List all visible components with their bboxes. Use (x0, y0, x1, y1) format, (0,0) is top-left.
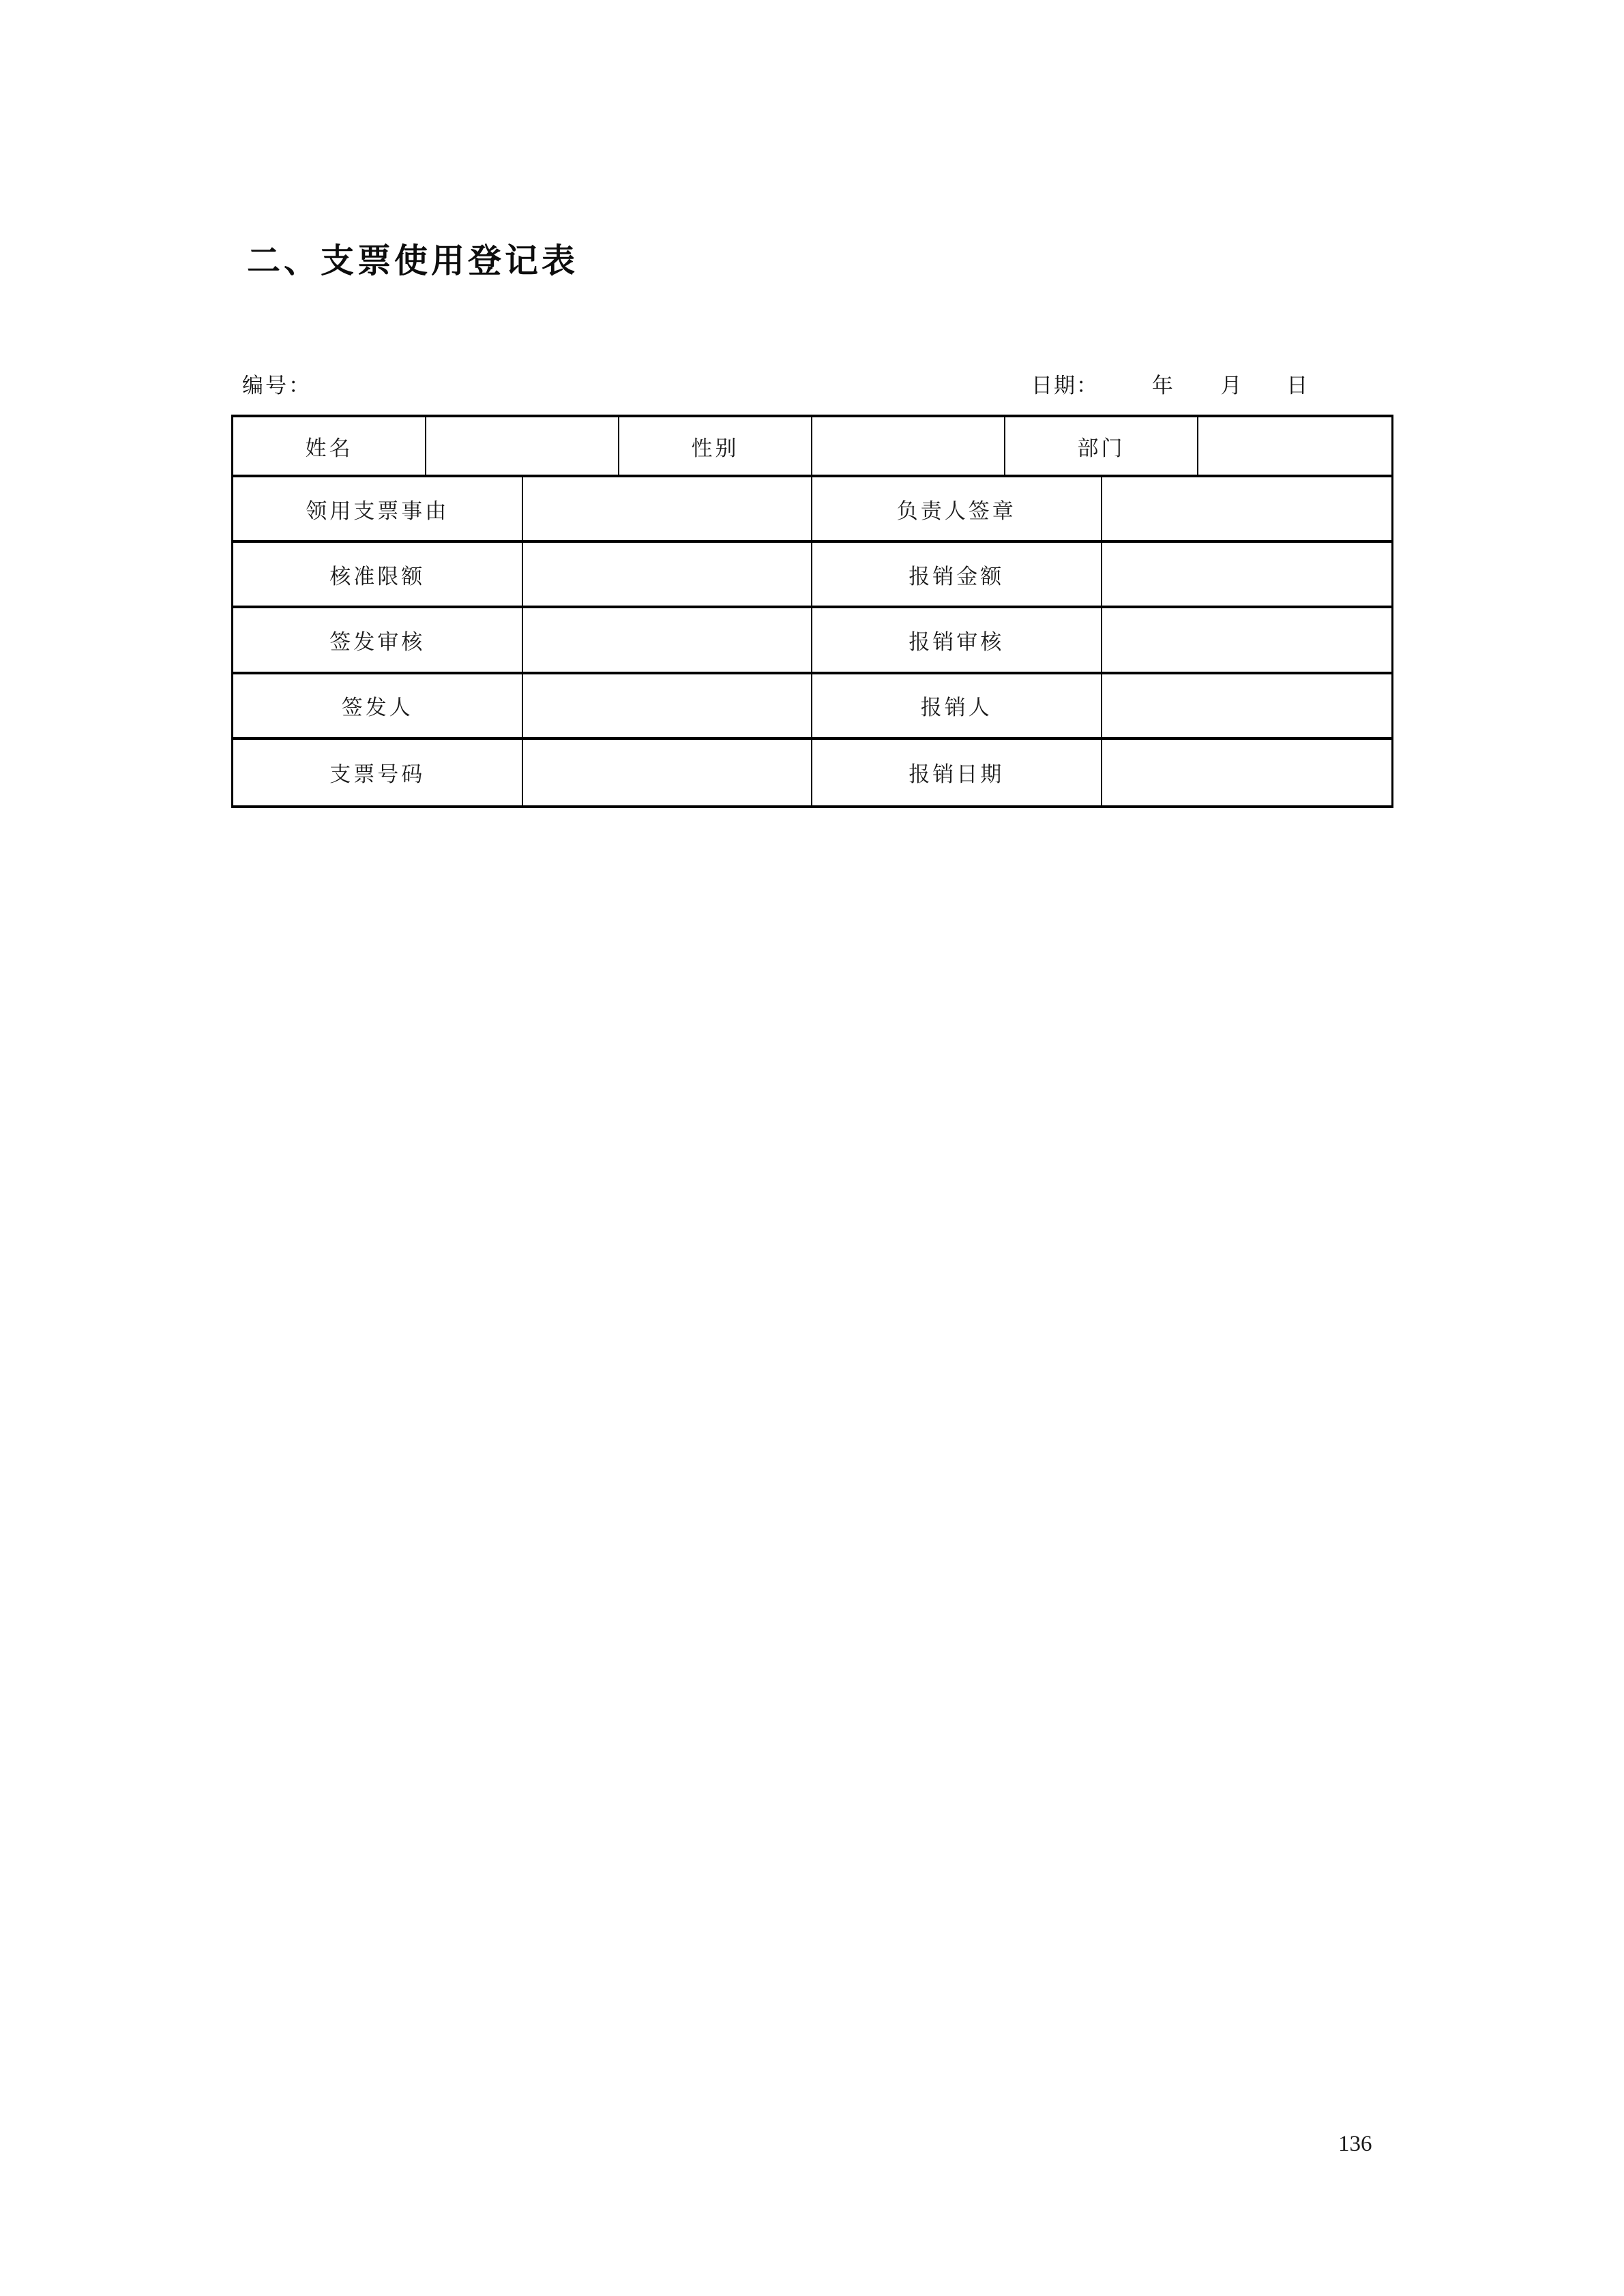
meta-line (0, 368, 1624, 398)
name-value-cell (426, 417, 619, 477)
check-number-label-cell: 支票号码 (233, 740, 523, 805)
issuer-value-cell (523, 674, 813, 740)
name-label-cell: 姓名 (233, 417, 426, 477)
check-usage-registration-table (231, 415, 1393, 808)
serial-number-label: 编号： (242, 374, 312, 398)
gender-value-cell (812, 417, 1005, 477)
supervisor-seal-value-cell (1102, 477, 1392, 543)
reimburser-value-cell (1102, 674, 1392, 740)
gender-label-cell: 性别 (619, 417, 812, 477)
department-value-cell (1198, 417, 1391, 477)
reimburser-label-cell: 报销人 (812, 674, 1102, 740)
reimburse-amount-value-cell (1102, 543, 1392, 608)
date-label: 日期： (1031, 374, 1099, 398)
approved-limit-label-cell: 核准限额 (233, 543, 523, 608)
reimburse-date-label-cell: 报销日期 (812, 740, 1102, 805)
reimburse-date-value-cell (1102, 740, 1392, 805)
month-label: 月 (1220, 374, 1242, 398)
check-purpose-label-cell: 领用支票事由 (233, 477, 523, 543)
approved-limit-value-cell (523, 543, 813, 608)
year-label: 年 (1151, 374, 1173, 398)
check-purpose-value-cell (523, 477, 813, 543)
issuer-label-cell: 签发人 (233, 674, 523, 740)
reimburse-audit-label-cell: 报销审核 (812, 608, 1102, 674)
reimburse-audit-value-cell (1102, 608, 1392, 674)
page-title: 二、支票使用登记表 (247, 243, 579, 280)
check-number-value-cell (523, 740, 813, 805)
day-label: 日 (1286, 374, 1308, 398)
issue-audit-value-cell (523, 608, 813, 674)
page-number: 136 (1338, 2132, 1372, 2156)
issue-audit-label-cell: 签发审核 (233, 608, 523, 674)
date-line (1031, 368, 1308, 399)
department-label-cell: 部门 (1005, 417, 1198, 477)
reimburse-amount-label-cell: 报销金额 (812, 543, 1102, 608)
supervisor-seal-label-cell: 负责人签章 (812, 477, 1102, 543)
